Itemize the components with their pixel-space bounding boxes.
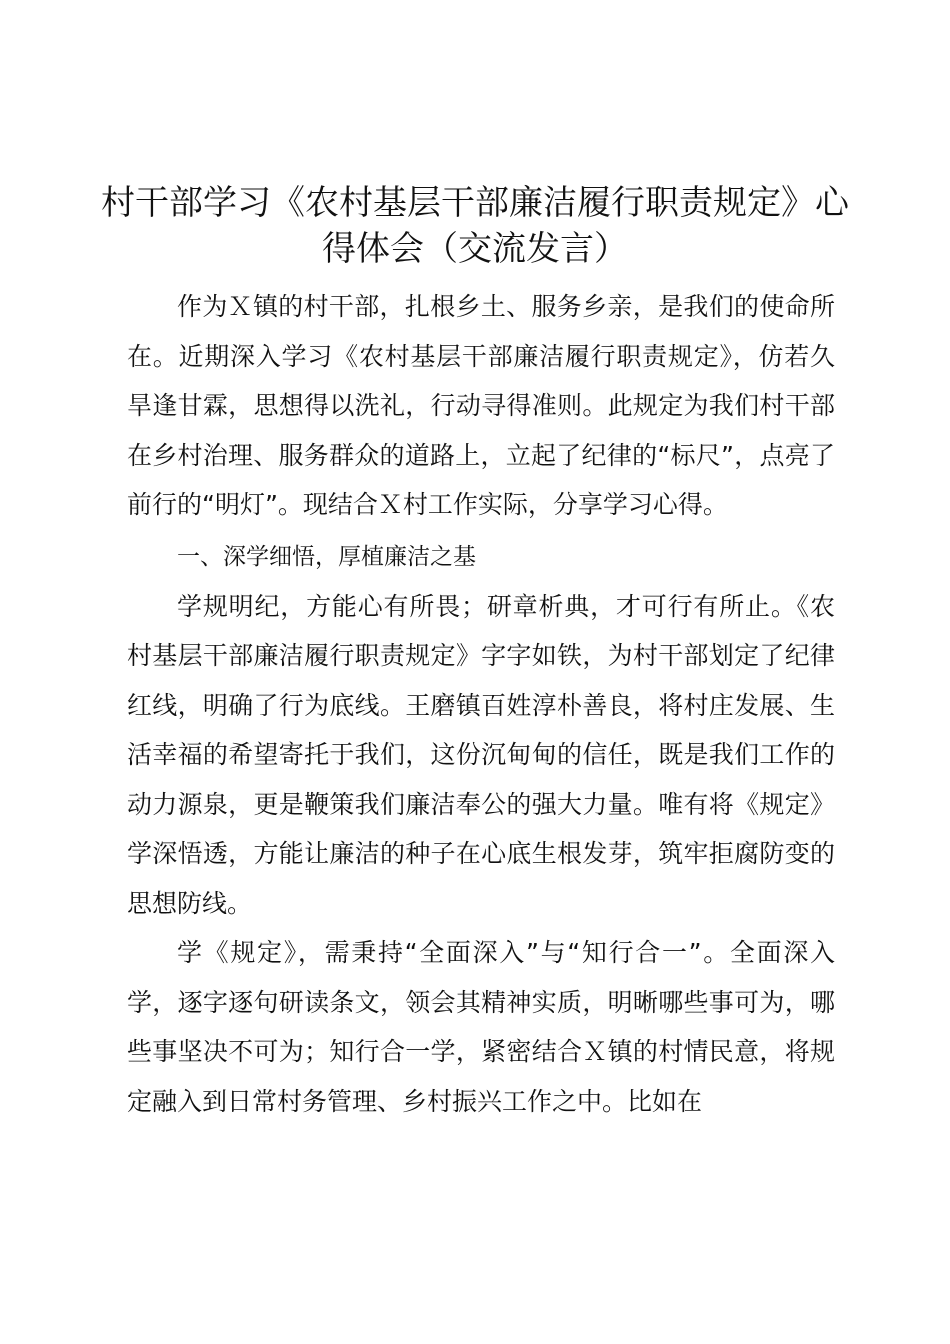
body-paragraph-2: 学《规定》，需秉持“全面深入”与“知行合一”。全面深入学，逐字逐句研读条文，领会其精神实质，明晰哪些事可为，哪些事坚决不可为；知行合一学，紧密结合Ｘ镇的村情民意，将规定融入到日常村务管理、乡村振兴工作之中。比如在 bbox=[127, 938, 835, 1116]
document-title: 村干部学习《农村基层干部廉洁履行职责规定》心得体会（交流发言） bbox=[101, 183, 849, 269]
section-heading-1: 一、深学细悟，厚植廉洁之基 bbox=[177, 543, 476, 570]
intro-paragraph: 作为Ｘ镇的村干部，扎根乡土、服务乡亲，是我们的使命所在。近期深入学习《农村基层干部廉洁履行职责规定》，仿若久旱逢甘霖，思想得以洗礼，行动寻得准则。此规定为我们村干部在乡村治理、服务群众的道路上，立起了纪律的“标尺”，点亮了前行的“明灯”。现结合Ｘ村工作实际，分享学习心得。 bbox=[127, 292, 835, 519]
document-body bbox=[127, 282, 835, 1126]
body-paragraph-1: 学规明纪，方能心有所畏；研章析典，才可行有所止。《农村基层干部廉洁履行职责规定》字字如铁，为村干部划定了纪律红线，明确了行为底线。王磨镇百姓淳朴善良，将村庄发展、生活幸福的希望寄托于我们，这份沉甸甸的信任，既是我们工作的动力源泉，更是鞭策我们廉洁奉公的强大力量。唯有将《规定》学深悟透，方能让廉洁的种子在心底生根发芽，筑牢拒腐防变的思想防线。 bbox=[127, 591, 835, 918]
